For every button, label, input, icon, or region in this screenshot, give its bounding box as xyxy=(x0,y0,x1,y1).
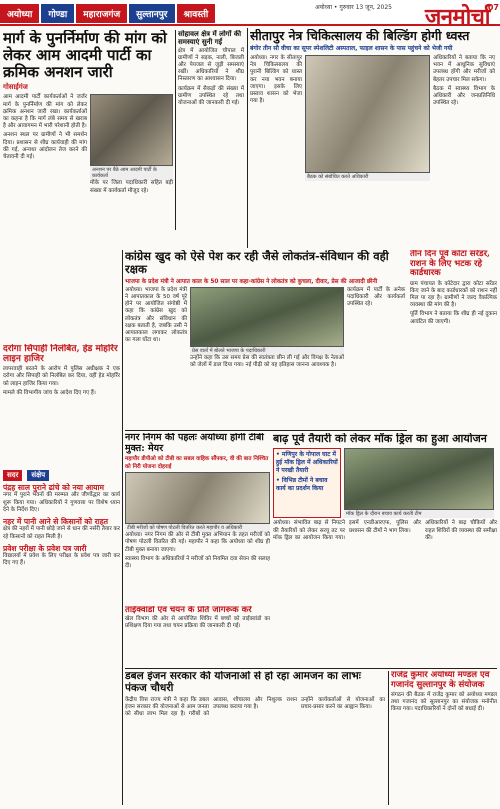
story-body xyxy=(125,287,187,371)
story-sitapur-netra xyxy=(250,29,497,244)
paragraph: अधिकारियों ने बताया कि नए भवन में आधुनिक सुविधाएं उपलब्ध होंगी और मरीजों को बेहतर उपचार मिल सकेगा। xyxy=(433,55,495,83)
news-photo xyxy=(125,472,270,524)
tab-ayodhya[interactable]: अयोध्या xyxy=(0,4,39,23)
photo-caption: टीबी मरीजों को पोषण पोटली वितरित करते महापौर व अधिकारी xyxy=(125,524,270,532)
story-body: संगठन की बैठक में राजेंद्र कुमार को अयोध्या मण्डल तथा गजानंद को सुल्तानपुर का संयोजक मनोनीत किया गया। पदाधिकारियों ने दोनों को बधाई दी। xyxy=(391,692,497,713)
tab-gonda[interactable]: गोण्डा xyxy=(41,4,74,23)
story-nagar-nigam xyxy=(125,433,270,603)
tab-maharajganj[interactable]: महाराजगंज xyxy=(76,4,127,23)
page-number: 07 xyxy=(487,3,499,12)
paragraph: पूर्ति विभाग ने बताया कि शीघ्र ही नई दुकान आवंटित की जाएगी। xyxy=(410,311,497,325)
story-body xyxy=(250,55,302,181)
tab-shravasti[interactable]: श्रावस्ती xyxy=(177,4,216,23)
photo-caption: अनशन पर बैठे आम आदमी पार्टी के कार्यकर्ता xyxy=(90,166,173,180)
paragraph: मामले की विभागीय जांच के आदेश दिए गए हैं। xyxy=(3,389,96,396)
brief-title: पंद्रह साल पुराने ढांचे को नया आयाम xyxy=(3,483,104,492)
paragraph: अधिकारियों ने बाढ़ चौकियों और राहत शिविरों की व्यवस्था की समीक्षा की। xyxy=(425,520,497,541)
story-congress xyxy=(125,250,407,425)
paragraph: आम आदमी पार्टी कार्यकर्ताओं ने जर्जर मार्ग के पुनर्निर्माण की मांग को लेकर क्रमिक अनशन जारी रखा। कार्यकर्ताओं का कहना है कि मार्ग लंबे समय से खराब है और आवागमन में भारी परेशानी होती है। xyxy=(3,94,87,130)
masthead xyxy=(0,0,500,30)
brief-title: प्रवेश परीक्षा के प्रवेश पत्र जारी xyxy=(3,543,87,553)
section-label: संक्षेप xyxy=(27,470,49,481)
paragraph: उन्होंने कार्यकर्ताओं से योजनाओं का प्रचार-प्रसार करने का आह्वान किया। xyxy=(301,696,385,710)
headline: नगर निगम की पहलः अयोध्या होगी टीबी मुक्त: मेयर xyxy=(125,433,264,454)
paragraph: ग्राम पंचायत के कोटेदार द्वारा कोटा सरेंडर किए जाने के बाद कार्डधारकों को राशन नहीं मिल पा रहा है। ग्रामीणों ने जल्द वैकल्पिक व्यवस्था की मांग की है। xyxy=(410,280,497,309)
story-body xyxy=(125,532,270,570)
story-teen-din xyxy=(410,250,497,450)
subheadline: महापौर डीपीओ को टीबी का सबल वाहिक सौंपकर, वी की बात निश्चित को निरी योजना दोहराई xyxy=(125,456,269,471)
dateline-tag: गोसाईगंज xyxy=(3,83,28,92)
paragraph: बैठक में स्वास्थ्य विभाग के अधिकारी और जनप्रतिनिधि उपस्थित रहे। xyxy=(433,85,495,107)
column-rule xyxy=(388,671,389,805)
paragraph: मौके पर जिला पदाधिकारी सहित बड़ी संख्या में कार्यकर्ता मौजूद रहे। xyxy=(90,180,173,194)
headline: दरोगा सिपाही निलंबित, हेड मोहर्रिर लाइन हाजिर xyxy=(3,344,118,365)
paragraph: कार्यक्रम में सैकड़ों की संख्या में ग्रामीण उपस्थित रहे तथा योजनाओं की जानकारी दी गई। xyxy=(178,85,244,107)
news-photo xyxy=(305,55,430,173)
story-body xyxy=(273,520,497,542)
headline: कांग्रेस खुद को ऐसे पेश कर रही जैसे लोकतंत्र-संविधान की वही रक्षक xyxy=(125,250,389,276)
headline: ताईक्वांडो एवं चयन के प्रति जागरूक करें xyxy=(125,606,252,615)
brief-title: नहर में पानी आने से किसानों को राहत xyxy=(3,517,108,526)
headline: सोहावल क्षेत्र में लोगों की समस्याएं सुनी गईं xyxy=(178,30,242,46)
news-photo xyxy=(190,287,344,347)
news-photo xyxy=(344,448,494,510)
paragraph: अयोध्या। भाजपा के प्रदेश मंत्री ने आपातकाल के 50 वर्ष पूरे होने पर आयोजित संगोष्ठी में कहा कि कांग्रेस खुद को लोकतंत्र और संविधान की रक्षक बताती है, जबकि उसी ने आपातकाल लगाकर लोकतंत्र का गला घोंटा था। xyxy=(125,286,187,344)
paragraph: अनशन स्थल पर ग्रामीणों ने भी समर्थन दिया। प्रशासन से शीघ्र कार्यवाही की मांग की गई, अन्यथा आंदोलन तेज करने की चेतावनी दी गई। xyxy=(3,132,87,161)
tab-sultanpur[interactable]: सुल्तानपुर xyxy=(129,4,174,23)
story-body xyxy=(410,281,497,326)
photo-caption: बैठक को संबोधित करते अधिकारी xyxy=(305,173,430,181)
paragraph: क्षेत्र में आयोजित चौपाल में ग्रामीणों ने सड़क, नाली, बिजली और पेयजल से जुड़ी समस्याएं रखीं। अधिकारियों ने शीघ्र निस्तारण का आश्वासन दिया। xyxy=(178,47,244,83)
column-rule xyxy=(247,28,248,248)
section-label: सदर xyxy=(3,470,22,481)
brief-body: विद्यालयों में प्रवेश के लिए परीक्षा के प्रवेश पत्र जारी कर दिए गए हैं। xyxy=(3,553,120,567)
highlight-item: • विभिन्न टीमों ने बचाव कार्य का प्रदर्शन किया xyxy=(276,477,328,493)
column-rule xyxy=(122,250,123,805)
story-rajendra xyxy=(391,671,497,806)
paragraph: अयोध्या। नगर निगम की ओर से टीबी मुक्त अभियान के तहत मरीजों को पोषण पोटली वितरित की गई। महापौर ने कहा कि अयोध्या को शीघ्र ही टीबी मुक्त बनाया जाएगा। xyxy=(125,532,270,553)
highlight-box xyxy=(273,448,341,518)
story-daroga xyxy=(3,344,120,459)
row-rule xyxy=(125,668,497,669)
paragraph: कार्यक्रम में पार्टी के अनेक पदाधिकारी और कार्यकर्ता उपस्थित रहे। xyxy=(347,286,405,308)
brief-body: नगर में पुराने भवनों की मरम्मत और जीर्णोद्धार का कार्य शुरू किया गया। अधिकारियों ने गुणवत्ता पर विशेष ध्यान देने के निर्देश दिए। xyxy=(3,492,120,513)
column-rule xyxy=(175,30,176,230)
dateline: अयोध्या • गुरुवार 13 जून, 2025 xyxy=(315,4,392,11)
story-body: खेल विभाग की ओर से आयोजित शिविर में बच्चों को ताईक्वांडो का प्रशिक्षण दिया गया तथा चयन प्रक्रिया की जानकारी दी गई। xyxy=(125,615,270,629)
row-rule xyxy=(125,430,407,431)
story-double-engine xyxy=(125,671,385,806)
headline: मार्ग के पुनर्निर्माण की मांग को लेकर आम आदमी पार्टी का क्रमिक अनशन जारी xyxy=(3,30,167,81)
story-body xyxy=(433,55,495,181)
subheadline: बंगोर तीन सौ वीचा का सूपर स्पेशलिटी अस्पताल, फाइल शासन के पास पहुंचने को भेजी गयी xyxy=(250,45,453,52)
highlight-item: • मणिपुर के गोपाल घाट में हुई मॉक ड्रिल में अधिकारियों ने परखी तैयारी xyxy=(276,451,338,475)
story-body xyxy=(178,48,244,108)
paragraph: केंद्रीय वित्त राज्य मंत्री ने कहा कि डबल इंजन सरकार की योजनाओं से आम जनता को सीधा लाभ मिल रहा है। गरीबों को आवास, शौचालय और निशुल्क राशन उपलब्ध कराया गया है। xyxy=(125,696,297,717)
story-body xyxy=(90,180,173,194)
story-body xyxy=(3,94,87,196)
story-body xyxy=(125,697,385,719)
sidebar-briefs xyxy=(3,462,120,802)
paragraph: उन्होंने कहा कि उस समय प्रेस की स्वतंत्रता छीन ली गई और विपक्ष के नेताओं को जेलों में डाल दिया गया। नई पीढ़ी को यह इतिहास जानना आवश्यक है। xyxy=(190,354,344,368)
news-photo xyxy=(90,94,173,166)
brief-body: क्षेत्र की नहरों में पानी छोड़े जाने से धान की नर्सरी तैयार कर रहे किसानों को राहत मिली है। xyxy=(3,526,120,540)
story-sohawal xyxy=(178,30,244,230)
story-body xyxy=(3,366,120,397)
photo-caption: मॉक ड्रिल के दौरान बचाव कार्य करती टीम xyxy=(344,510,494,518)
headline: राजेंद्र कुमार अयोध्या मण्डल एवं गजानंद सुल्तानपुर के संयोजक xyxy=(391,671,490,690)
story-body xyxy=(190,355,344,369)
story-badh-mock-drill xyxy=(273,433,497,663)
story-taikwando xyxy=(125,606,270,666)
paragraph: लापरवाही बरतने के आरोप में पुलिस अधीक्षक ने एक दरोगा और सिपाही को निलंबित कर दिया, वहीं हेड मोहर्रिर को लाइन हाजिर किया गया। xyxy=(3,366,120,387)
paragraph: स्वास्थ्य विभाग के अधिकारियों ने मरीजों को नियमित दवा सेवन की सलाह दी। xyxy=(125,555,270,570)
newspaper-logo: जनमोर्चा xyxy=(424,4,490,30)
paragraph: अयोध्या। संभावित बाढ़ से निपटने की तैयारियों को लेकर सरयू तट पर मॉक ड्रिल का आयोजन किया गया। इसमें एनडीआरएफ, पुलिस और प्रशासन की टीमों ने भाग लिया। xyxy=(273,520,421,541)
headline: बाढ़ पूर्व तैयारी को लेकर मॉक ड्रिल का हुआ आयोजन xyxy=(273,433,487,445)
headline: सीतापुर नेत्र चिकित्सालय की बिल्डिंग होगी ध्वस्त xyxy=(250,29,470,43)
headline: डबल इंजन सरकार की योजनाओं से हो रहा आमजन का लाभः पंकज चौधरी xyxy=(125,671,361,694)
headline: तीन दिन पूर्व कोटा सरेंडर, राशन के लिए भटक रहे कार्डधारक xyxy=(410,250,491,279)
paragraph: अयोध्या। नगर के सीतापुर नेत्र चिकित्सालय की पुरानी बिल्डिंग को ध्वस्त कर नया भवन बनाया जाएगा। इसके लिए प्रस्ताव शासन को भेजा गया है। xyxy=(250,55,302,105)
subheadline: भाजपा के प्रदेश मंत्री ने आपात काल के 50 साल पर कहा-कांग्रेस ने लोकतंत्र को कुचला, दीवार, प्रेस की आजादी छीनी xyxy=(125,278,378,285)
story-body xyxy=(347,287,405,371)
section-tabs xyxy=(0,4,215,23)
photo-caption: प्रेस वार्ता में बोलते भाजपा के पदाधिकारी xyxy=(190,347,344,355)
